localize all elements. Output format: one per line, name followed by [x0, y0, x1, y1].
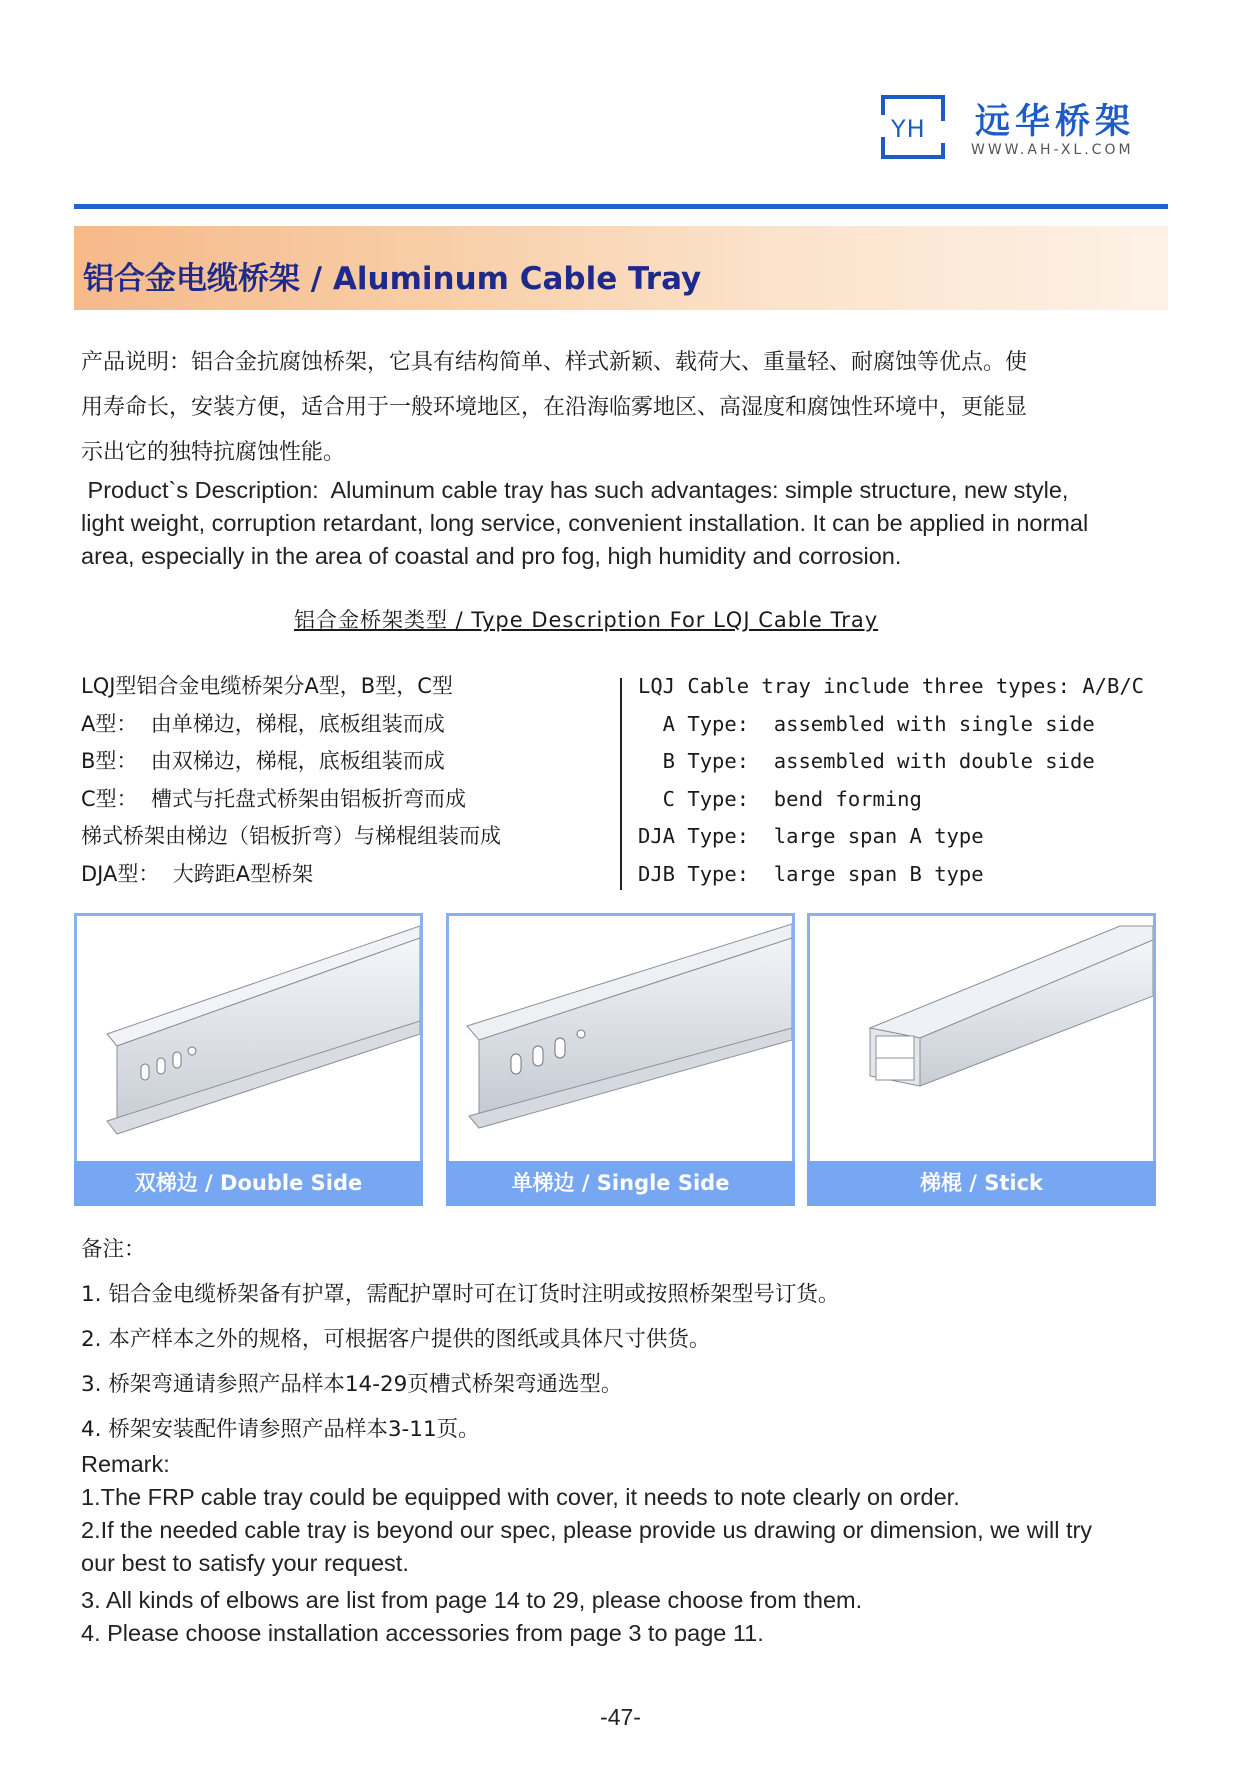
description-en-line: area, especially in the area of coastal and pro fog, high humidity and corrosion. — [81, 543, 902, 569]
remark-cn-line: 1. 铝合金电缆桥架备有护罩，需配护罩时可在订货时注明或按照桥架型号订货。 — [81, 1282, 840, 1307]
remark-cn-line: 3. 桥架弯通请参照产品样本14-29页槽式桥架弯通选型。 — [81, 1372, 623, 1397]
type-en-item: DJA Type: large span A type — [638, 824, 984, 848]
type-en-item: C Type: bend forming — [638, 786, 922, 811]
remarks-cn — [81, 1227, 839, 1452]
type-cn-item: B型： 由双梯边，梯棍，底板组装而成 — [81, 749, 445, 773]
remark-en-line: our best to satisfy your request. — [81, 1550, 409, 1576]
description-en — [81, 474, 1171, 573]
single-side-rail-image — [449, 916, 792, 1161]
image-caption: 梯棍 / Stick — [807, 1161, 1156, 1206]
description-cn-line: 产品说明：铝合金抗腐蚀桥架，它具有结构简单、样式新颖、载荷大、重量轻、耐腐蚀等优点。使 — [81, 350, 1028, 375]
stick-card — [807, 913, 1156, 1206]
type-en-item: B Type: assembled with double side — [638, 749, 1095, 773]
logo-mark-text: YH — [891, 115, 926, 143]
double-side-card — [74, 913, 423, 1206]
types-cn-list — [81, 668, 501, 893]
single-side-card — [446, 913, 795, 1206]
type-en-item: LQJ Cable tray include three types: A/B/C — [638, 674, 1145, 698]
page-number: -47- — [600, 1704, 641, 1730]
type-cn-item: A型： 由单梯边，梯棍，底板组装而成 — [81, 711, 445, 736]
header-rule — [74, 204, 1168, 209]
types-divider — [620, 678, 622, 890]
description-cn — [81, 340, 1166, 475]
remark-en-line: Remark: — [81, 1451, 170, 1477]
type-cn-item: LQJ型铝合金电缆桥架分A型，B型，C型 — [81, 674, 453, 698]
logo-notch — [881, 115, 885, 137]
type-cn-item: DJA型： 大跨距A型桥架 — [81, 861, 314, 886]
type-heading: 铝合金桥架类型 / Type Description For LQJ Cable Tray — [294, 608, 879, 632]
remark-en-line: 1.The FRP cable tray could be equipped with cover, it needs to note clearly on order. — [81, 1484, 960, 1510]
remark-cn-line: 备注： — [81, 1237, 146, 1262]
remark-en-line: 2.If the needed cable tray is beyond our spec, please provide us drawing or dimension, we will try — [81, 1517, 1093, 1543]
remarks-en — [81, 1448, 1171, 1650]
description-cn-line: 示出它的独特抗腐蚀性能。 — [81, 440, 346, 465]
types-en-list — [638, 668, 1144, 893]
image-caption: 单梯边 / Single Side — [446, 1161, 795, 1206]
remark-cn-line: 2. 本产样本之外的规格，可根据客户提供的图纸或具体尺寸供货。 — [81, 1327, 711, 1352]
type-en-item: DJB Type: large span B type — [638, 861, 984, 886]
type-en-item: A Type: assembled with single side — [638, 711, 1095, 736]
logo-notch — [941, 121, 945, 143]
description-cn-line: 用寿命长，安装方便，适合用于一般环境地区，在沿海临雾地区、高湿度和腐蚀性环境中，更能显 — [81, 395, 1028, 420]
description-en-line: light weight, corruption retardant, long service, convenient installation. It can be applied in normal — [81, 510, 1089, 536]
double-side-rail-image — [77, 916, 420, 1161]
description-en-line: Product`s Description: Aluminum cable tray has such advantages: simple structure, new style, — [81, 477, 1069, 503]
type-cn-item: 梯式桥架由梯边（铝板折弯）与梯棍组装而成 — [81, 824, 501, 848]
remark-en-line: 3. All kinds of elbows are list from page 14 to 29, please choose from them. — [81, 1587, 863, 1613]
stick-image — [810, 916, 1153, 1161]
type-cn-item: C型： 槽式与托盘式桥架由铝板折弯而成 — [81, 786, 467, 811]
image-caption: 双梯边 / Double Side — [74, 1161, 423, 1206]
remark-en-line: 4. Please choose installation accessories from page 3 to page 11. — [81, 1620, 764, 1646]
logo-mark — [881, 95, 945, 159]
logo-company-name: 远华桥架 — [975, 102, 1136, 142]
page-title: 铝合金电缆桥架 / Aluminum Cable Tray — [83, 261, 702, 297]
remark-cn-line: 4. 桥架安装配件请参照产品样本3-11页。 — [81, 1417, 480, 1442]
logo-url: WWW.AH-XL.COM — [971, 142, 1134, 158]
